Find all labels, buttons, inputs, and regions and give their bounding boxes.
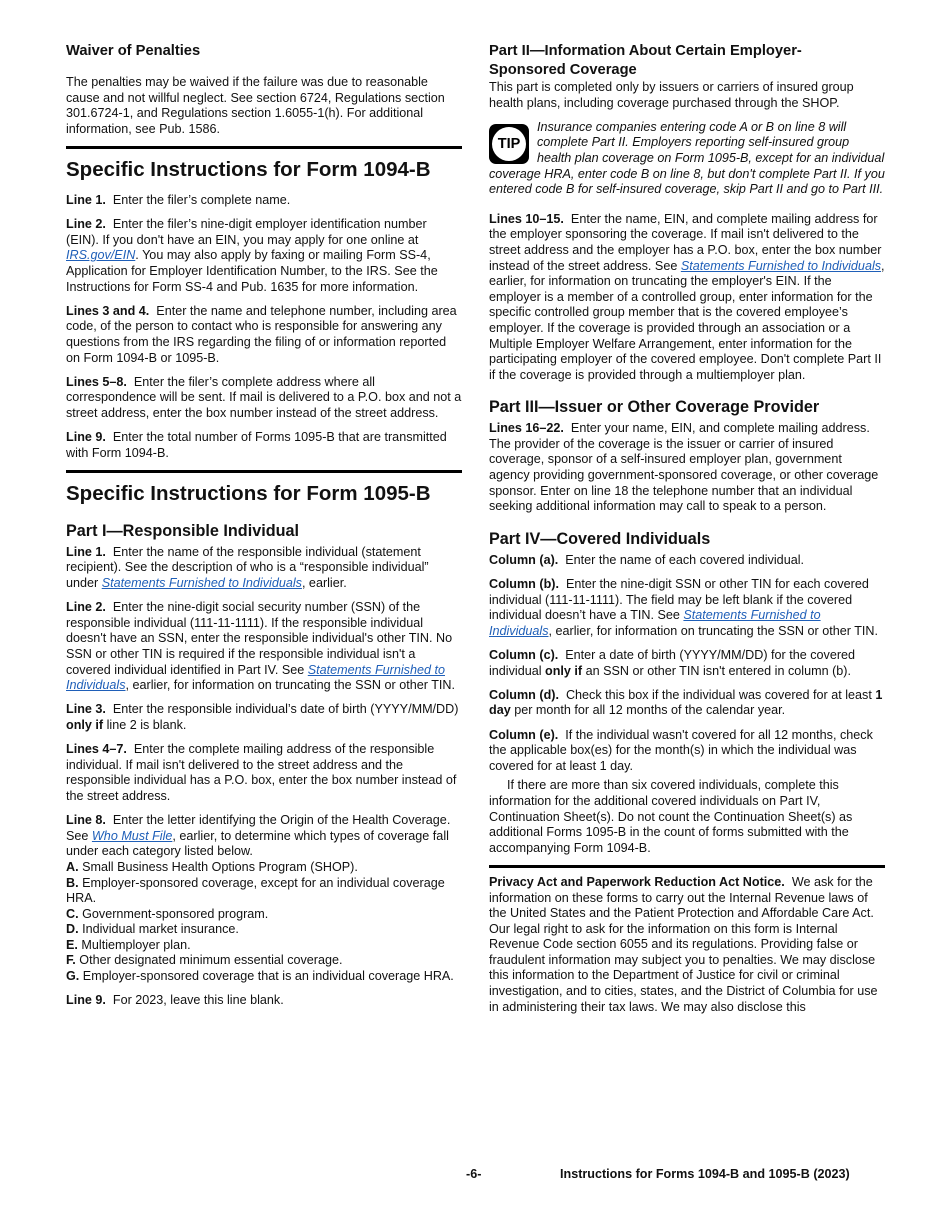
heading-1095b: Specific Instructions for Form 1095-B: [66, 481, 431, 505]
right-column: [489, 42, 885, 1024]
continuation-para: If there are more than six covered individuals, complete this information for the additional covered individuals on Part IV, Continuation Sheet(s). Do not count the Continuation Sheet(s) as additional Forms 1095-B in the count of forms submitted with the accompanying Form 1094-B.: [489, 778, 853, 855]
column-a-para: Column (a). Enter the name of each covered individual.: [489, 552, 804, 567]
statements-link[interactable]: Statements Furnished to Individuals: [489, 608, 821, 638]
statements-link[interactable]: Statements Furnished to Individuals: [66, 662, 445, 693]
part2-heading: Part II—Information About Certain Employer-Sponsored Coverage: [489, 43, 802, 78]
origin-options-list: [66, 860, 462, 985]
list-item: F. Other designated minimum essential coverage.: [66, 953, 343, 968]
list-item: C. Government-sponsored program.: [66, 906, 269, 921]
column-b-para: Column (b). Enter the nine-digit SSN or other TIN for each covered individual (111-11-1111). The field may be left blank if the covered individual doesn’t have a TIN. See Statements Furnished to Individuals, earlier, for information on truncating the SSN or other TIN.: [489, 577, 878, 638]
p1-line-8-para: Line 8. Enter the letter identifying the Origin of the Health Coverage. See Who Must File, earlier, to determine which types of coverage fall under each category listed below.: [66, 813, 451, 859]
part4-heading: Part IV—Covered Individuals: [489, 529, 711, 548]
line-9-para: Line 9. Enter the total number of Forms 1095-B that are transmitted with Form 1094-B.: [66, 430, 447, 460]
p1-lines-4-7-para: Lines 4–7. Enter the complete mailing address of the responsible individual. If mail isn't delivered to the street address and the responsible individual has a P.O. box, enter the box number instead of the street address.: [66, 742, 457, 803]
part3-heading: Part III—Issuer or Other Coverage Provider: [489, 398, 820, 417]
tip-text: Insurance companies entering code A or B on line 8 will complete Part II. Employers reporting self-insured group health plan coverage on Form 1095-B, except for an individual coverage HRA, enter code B on line 8, but don't complete Part II. If you entered code B for self-insured coverage, skip Part II and go to Part III.: [489, 119, 885, 197]
line-2-para: Line 2. Enter the filer’s nine-digit employer identification number (EIN). If you don't have an EIN, you may apply for one online at IRS.gov/EIN. You may also apply by faxing or mailing Form SS-4, Application for Employer Identification Number, to the IRS. See the Instructions for Form SS-4 and Pub. 1635 for more information.: [66, 217, 438, 294]
waiver-heading: Waiver of Penalties: [66, 43, 201, 59]
part2-text: This part is completed only by issuers or carriers of insured group health plans, including coverage purchased through the SHOP.: [489, 80, 854, 110]
list-item: A. Small Business Health Options Program (SHOP).: [66, 859, 358, 874]
tip-label: TIP: [492, 127, 526, 161]
line-1-para: Line 1. Enter the filer’s complete name.: [66, 192, 291, 207]
p1-line-3-para: Line 3. Enter the responsible individual’s date of birth (YYYY/MM/DD) only if line 2 is blank.: [66, 702, 459, 732]
lines-16-22-para: Lines 16–22. Enter your name, EIN, and complete mailing address. The provider of the coverage is the issuer or carrier of insured coverage, sponsor of a self-insured employer plan, government agency providing government-sponsored coverage, or other coverage sponsor. Enter on line 18 the telephone number that an individual seeking additional information may call to speak to a person.: [489, 421, 879, 514]
list-item: D. Individual market insurance.: [66, 922, 239, 937]
list-item: E. Multiemployer plan.: [66, 937, 191, 952]
part1-heading: Part I—Responsible Individual: [66, 521, 299, 540]
tip-box: [489, 120, 885, 198]
footer-title: Instructions for Forms 1094-B and 1095-B (2023): [560, 1167, 850, 1181]
waiver-text: The penalties may be waived if the failure was due to reasonable cause and not willful neglect. See section 6724, Regulations section 301.6724-1, and Regulations section 1.6055-1(h). For additional information, see Pub. 1586.: [66, 75, 445, 136]
page-number: -6-: [466, 1167, 482, 1181]
lines-3-4-para: Lines 3 and 4. Enter the name and telephone number, including area code, of the person to contact who is responsible for answering any questions from the IRS regarding the filing of or information reported on Form 1094-B or 1095-B.: [66, 303, 457, 365]
privacy-para: Privacy Act and Paperwork Reduction Act Notice. We ask for the information on these forms to carry out the Internal Revenue laws of the United States and the Patient Protection and Affordable Care Act. Our legal right to ask for the information on this form is Internal Revenue Code section 6055 and its regulations. Providing false or fraudulent information may subject you to penalties. We may disclose this information to the Department of Justice for civil or criminal investigation, and to cities, states, and the District of Columbia for use in administering their tax laws. We may also disclose this: [489, 874, 878, 1014]
irs-ein-link[interactable]: IRS.gov/EIN: [66, 248, 136, 263]
lines-5-8-para: Lines 5–8. Enter the filer’s complete address where all correspondence will be sent. If mail is delivered to a P.O. box and not a street address, enter the box number instead of the street address.: [66, 374, 462, 420]
statements-link[interactable]: Statements Furnished to Individuals: [680, 258, 882, 273]
heading-1094b: Specific Instructions for Form 1094-B: [66, 157, 431, 181]
who-must-file-link[interactable]: Who Must File: [91, 828, 173, 843]
column-e-para: Column (e). If the individual wasn't covered for all 12 months, check the applicable box(es) for the month(s) in which the individual was covered for at least 1 day.: [489, 727, 873, 773]
column-c-para: Column (c). Enter a date of birth (YYYY/MM/DD) for the covered individual only if an SSN or other TIN isn't entered in column (b).: [489, 648, 856, 678]
divider: [489, 865, 885, 868]
statements-link[interactable]: Statements Furnished to Individuals: [101, 576, 302, 591]
p1-line-1-para: Line 1. Enter the name of the responsible individual (statement recipient). See the description of who is a “responsible individual” under Statements Furnished to Individuals, earlier.: [66, 544, 429, 591]
left-column: [66, 42, 462, 1017]
list-item: G. Employer-sponsored coverage that is an individual coverage HRA.: [66, 969, 454, 984]
p1-line-2-para: Line 2. Enter the nine-digit social security number (SSN) of the responsible individual (111-11-1111). If the responsible individual doesn't have an SSN, enter the responsible individual's other TIN. No SSN or other TIN is required if the responsible individual isn't a covered individual identified in Part IV. See Statements Furnished to Individuals, earlier, for information on truncating the SSN or other TIN.: [66, 600, 455, 693]
p1-line-9-para: Line 9. For 2023, leave this line blank.: [66, 993, 284, 1008]
tip-icon: [489, 124, 529, 164]
lines-10-15-para: Lines 10–15. Enter the name, EIN, and complete mailing address for the employer sponsoring the coverage. If mail isn't delivered to the street address and the employer has a P.O. box, enter the box number instead of the street address. See Statements Furnished to Individuals, earlier, for information on truncating the employer's EIN. If the employer is a member of a controlled group, enter information for the specific controlled group member that is the covered employee’s employer. If the coverage is provided through an association or a Multiple Employer Welfare Arrangement, enter information for the participating employer of the covered employee. Don't complete Part II if the coverage is provided through a multiemployer plan.: [489, 211, 885, 382]
column-d-para: Column (d). Check this box if the individual was covered for at least 1 day per month for all 12 months of the calendar year.: [489, 687, 883, 718]
list-item: B. Employer-sponsored coverage, except for an individual coverage HRA.: [66, 875, 445, 906]
